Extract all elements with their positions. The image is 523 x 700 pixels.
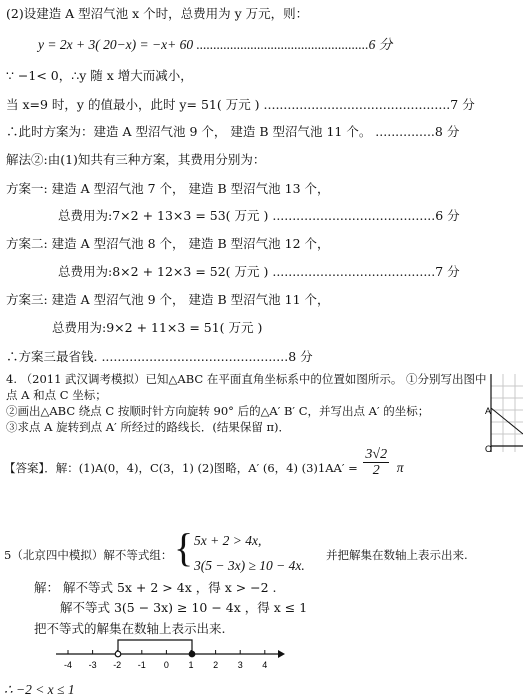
question-line: 点 A 和点 C 坐标； [6,388,107,402]
inequality-2: 3(5 − 3x) ≥ 10 − 4x. [194,558,305,573]
axis-tick-label: -4 [63,660,73,670]
text-line: 解法②:由(1)知共有三种方案，其费用分别为： [6,152,266,167]
text-line: ∵ −1< 0，∴y 随 x 增大而减小， [6,68,193,83]
pi-symbol: π [396,460,404,475]
axis-tick-label: 3 [237,660,243,670]
point-a-label: A [485,406,492,416]
closed-endpoint [189,651,195,657]
question-line: 并把解集在数轴上表示出来. [326,548,468,562]
origin-label: O [485,444,493,454]
text-line: 总费用为:9×2 + 11×3 = 51( 万元 ) [52,320,263,335]
text-line: 总费用为:7×2 + 13×3 = 53( 万元 ) .........................................6 分 [58,208,460,223]
text-line: 方案三: 建造 A 型沼气池 9 个， 建造 B 型沼气池 11 个， [6,292,330,307]
final-answer: ∴ −2 < x ≤ 1 [4,682,75,697]
text-line: 当 x=9 时，y 的值最小，此时 y= 51( 万元 ) ...............................................7 分 [6,97,475,112]
fraction-numerator: 3√2 [365,446,388,462]
text-line: ∴方案三最省钱. ...............................................8 分 [6,349,313,364]
fraction-denominator: 2 [372,462,380,478]
text-line: (2)设建造 A 型沼气池 x 个时，总费用为 y 万元，则： [6,6,309,21]
system-brace: { [174,525,194,570]
answer-line [4,446,404,478]
fraction [363,447,389,478]
coordinate-figure-fragment [485,374,523,454]
axis-tick-label: -1 [137,660,146,670]
solution-line: 解不等式 3(5 − 3x) ≥ 10 − 4x ，得 x ≤ 1 [60,600,308,615]
solution-line: 解： 解不等式 5x + 2 > 4x ，得 x > −2 . [34,580,277,595]
question-line: 4. （2011 武汉调考模拟）已知△ABC 在平面直角坐标系中的位置如图所示。 ①分别写出图中 [6,372,487,386]
axis-tick-label: 4 [262,660,268,670]
question-line: 5（北京四中模拟）解不等式组： [4,548,173,562]
axis-tick-label: 0 [163,660,169,670]
axis-tick-label: -3 [88,660,97,670]
axis-tick-label: 2 [213,660,219,670]
answer-text: 【答案】．解：(1)A(0，4)，C(3，1) (2)图略，A′ (6，4) (3)1AA′ = [4,461,358,475]
number-line [56,636,286,674]
equation-line: y = 2x + 3( 20−x) = −x+ 60 ...................................................6 分 [38,37,393,52]
question-line: ②画出△ABC 绕点 C 按顺时针方向旋转 90° 后的△A′ B′ C，并写出点 A′ 的坐标； [6,404,430,418]
text-line: 总费用为:8×2 + 12×3 = 52( 万元 ) .........................................7 分 [58,264,460,279]
inequality-1: 5x + 2 > 4x, [194,533,262,548]
solution-interval [118,640,192,654]
open-endpoint [115,651,121,657]
text-line: 方案二: 建造 A 型沼气池 8 个， 建造 B 型沼气池 12 个， [6,236,330,251]
solution-line: 把不等式的解集在数轴上表示出来. [34,621,226,636]
text-line: 方案一: 建造 A 型沼气池 7 个， 建造 B 型沼气池 13 个， [6,181,330,196]
axis-tick-label: -2 [113,660,122,670]
question-line: ③求点 A 旋转到点 A′ 所经过的路线长．(结果保留 π)． [6,420,291,434]
axis-tick-label: 1 [188,660,194,670]
text-line: ∴此时方案为：建造 A 型沼气池 9 个， 建造 B 型沼气池 11 个。 ...............8 分 [6,124,460,139]
